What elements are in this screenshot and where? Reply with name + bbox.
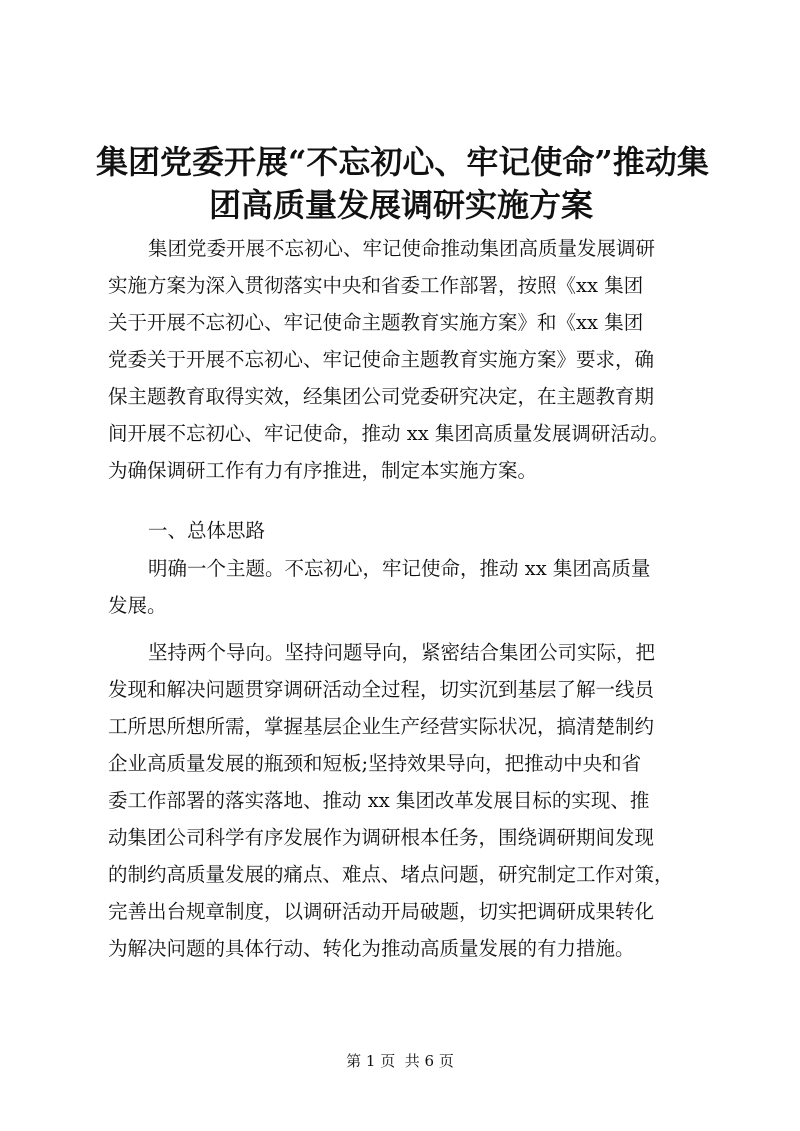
body-line: 间开展不忘初心、牢记使命，推动 xx 集团高质量发展调研活动。 (108, 422, 669, 445)
document-title-line-2: 团高质量发展调研实施方案 (208, 186, 593, 224)
body-line: 工所思所想所需，掌握基层企业生产经营实际状况，搞清楚制约 (108, 715, 655, 738)
body-line: 党委关于开展不忘初心、牢记使命主题教育实施方案》要求，确 (108, 348, 655, 371)
body-line: 集团党委开展不忘初心、牢记使命推动集团高质量发展调研 (148, 237, 656, 260)
body-line: 动集团公司科学有序发展作为调研根本任务，围绕调研期间发现 (108, 826, 655, 849)
body-line: 关于开展不忘初心、牢记使命主题教育实施方案》和《xx 集团 (108, 311, 644, 334)
page-footer: 第 1 页 共 6 页 (346, 1052, 454, 1070)
body-line: 实施方案为深入贯彻落实中央和省委工作部署，按照《xx 集团 (108, 274, 644, 297)
body-line: 委工作部署的落实落地、推动 xx 集团改革发展目标的实现、推 (108, 789, 650, 812)
body-line: 明确一个主题。不忘初心，牢记使命，推动 xx 集团高质量 (148, 557, 651, 580)
body-line: 为确保调研工作有力有序推进，制定本实施方案。 (108, 459, 538, 482)
document-title-line-1: 集团党委开展“不忘初心、牢记使命”推动集 (96, 143, 709, 181)
body-line: 发现和解决问题贯穿调研活动全过程，切实沉到基层了解一线员 (108, 678, 655, 701)
body-line: 为解决问题的具体行动、转化为推动高质量发展的有力措施。 (108, 937, 635, 960)
body-line: 发展。 (108, 594, 167, 617)
section-heading: 一、总体思路 (148, 519, 266, 542)
body-line: 企业高质量发展的瓶颈和短板;坚持效果导向，把推动中央和省 (108, 752, 642, 775)
body-line: 坚持两个导向。坚持问题导向，紧密结合集团公司实际，把 (148, 641, 656, 664)
body-line: 保主题教育取得实效，经集团公司党委研究决定，在主题教育期 (108, 385, 655, 408)
body-line: 的制约高质量发展的痛点、难点、堵点问题，研究制定工作对策， (108, 863, 674, 886)
body-line: 完善出台规章制度，以调研活动开局破题，切实把调研成果转化 (108, 900, 655, 923)
